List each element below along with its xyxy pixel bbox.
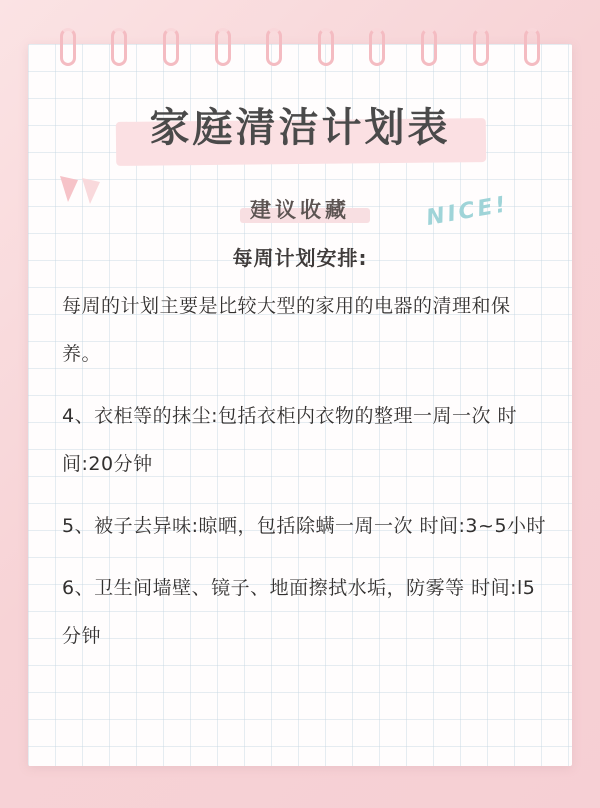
paragraph: 6、卫生间墙壁、镜子、地面擦拭水垢，防雾等 时间:l5分钟: [62, 577, 536, 647]
spiral-ring: [111, 28, 127, 66]
paragraph: 4、衣柜等的抹尘:包括衣柜内衣物的整理一周一次 时间:20分钟: [62, 405, 518, 475]
notebook-sheet: [28, 44, 572, 766]
paragraph: 每周的计划主要是比较大型的家用的电器的清理和保养。: [62, 295, 511, 365]
spiral-ring: [369, 28, 385, 66]
subtitle: 建议收藏: [250, 198, 350, 222]
spiral-binding: [28, 28, 572, 74]
section-label: 每周计划安排:: [232, 246, 368, 270]
paragraph: 5、被子去异味:晾晒，包括除螨一周一次 时间:3~5小时: [62, 515, 547, 537]
spiral-ring: [421, 28, 437, 66]
spiral-ring: [524, 28, 540, 66]
spiral-ring: [266, 28, 282, 66]
card-bottom-edge: [0, 766, 600, 808]
spiral-ring: [318, 28, 334, 66]
page-title: 家庭清洁计划表: [149, 105, 451, 151]
spiral-ring: [473, 28, 489, 66]
spiral-ring: [215, 28, 231, 66]
spiral-ring: [60, 28, 76, 66]
note-body: [62, 282, 548, 674]
nice-sticker: NICE!: [424, 191, 511, 232]
title-area: [28, 106, 572, 150]
spiral-ring: [163, 28, 179, 66]
